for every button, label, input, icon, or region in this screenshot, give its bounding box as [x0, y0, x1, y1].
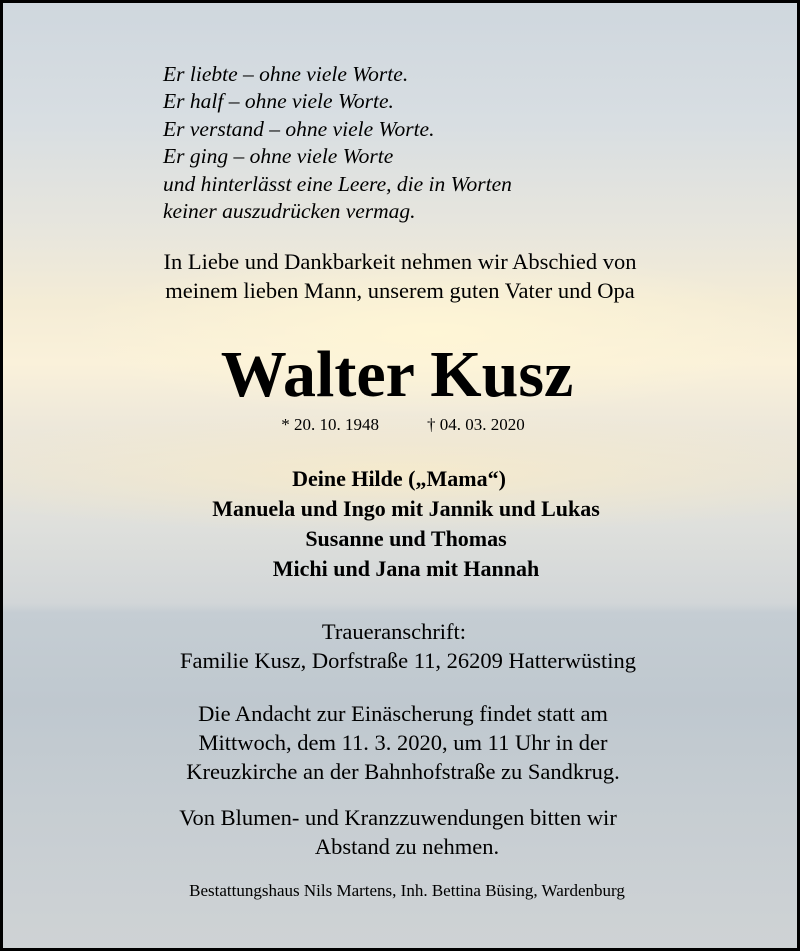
intro-line: meinem lieben Mann, unserem guten Vater und Opa: [165, 278, 635, 303]
intro-text: [3, 247, 800, 305]
ceremony-line: Mittwoch, dem 11. 3. 2020, um 11 Uhr in der: [198, 730, 608, 755]
flowers-line: Abstand zu nehmen.: [314, 834, 500, 859]
birth-date: * 20. 10. 1948: [281, 415, 379, 434]
mourner-line: Susanne und Thomas: [305, 526, 507, 551]
flowers-notice: [3, 803, 800, 861]
poem-line: Er half – ohne viele Worte.: [163, 89, 394, 114]
address-label: Traueranschrift:: [321, 619, 467, 644]
poem-line: keiner auszudrücken vermag.: [163, 198, 416, 223]
mourners-list: [3, 464, 800, 584]
poem-line: Er liebte – ohne viele Worte.: [163, 62, 409, 86]
ceremony-line: Kreuzkirche an der Bahnhofstraße zu Sandkrug.: [186, 759, 620, 784]
poem-line: Er ging – ohne viele Worte: [163, 144, 394, 169]
poem: [163, 61, 512, 225]
poem-line: Er verstand – ohne viele Worte.: [163, 116, 435, 141]
ceremony-line: Die Andacht zur Einäscherung findet statt am: [198, 701, 608, 726]
mourning-address: [3, 617, 800, 675]
ceremony-info: [3, 699, 800, 786]
undertaker-line: Bestattungshaus Nils Martens, Inh. Bettina Büsing, Wardenburg: [189, 881, 625, 900]
flowers-line: Von Blumen- und Kranzzuwendungen bitten wir: [179, 805, 617, 830]
life-dates: [3, 414, 800, 436]
mourner-line: Deine Hilde („Mama“): [292, 466, 506, 491]
poem-line: und hinterlässt eine Leere, die in Worten: [163, 171, 512, 196]
mourner-line: Manuela und Ingo mit Jannik und Lukas: [212, 496, 600, 521]
deceased-name: Walter Kusz: [220, 338, 574, 411]
intro-line: In Liebe und Dankbarkeit nehmen wir Abschied von: [163, 249, 637, 274]
mourner-line: Michi und Jana mit Hannah: [272, 556, 540, 581]
death-date: † 04. 03. 2020: [427, 415, 525, 434]
address-value: Familie Kusz, Dorfstraße 11, 26209 Hatterwüsting: [180, 648, 636, 673]
